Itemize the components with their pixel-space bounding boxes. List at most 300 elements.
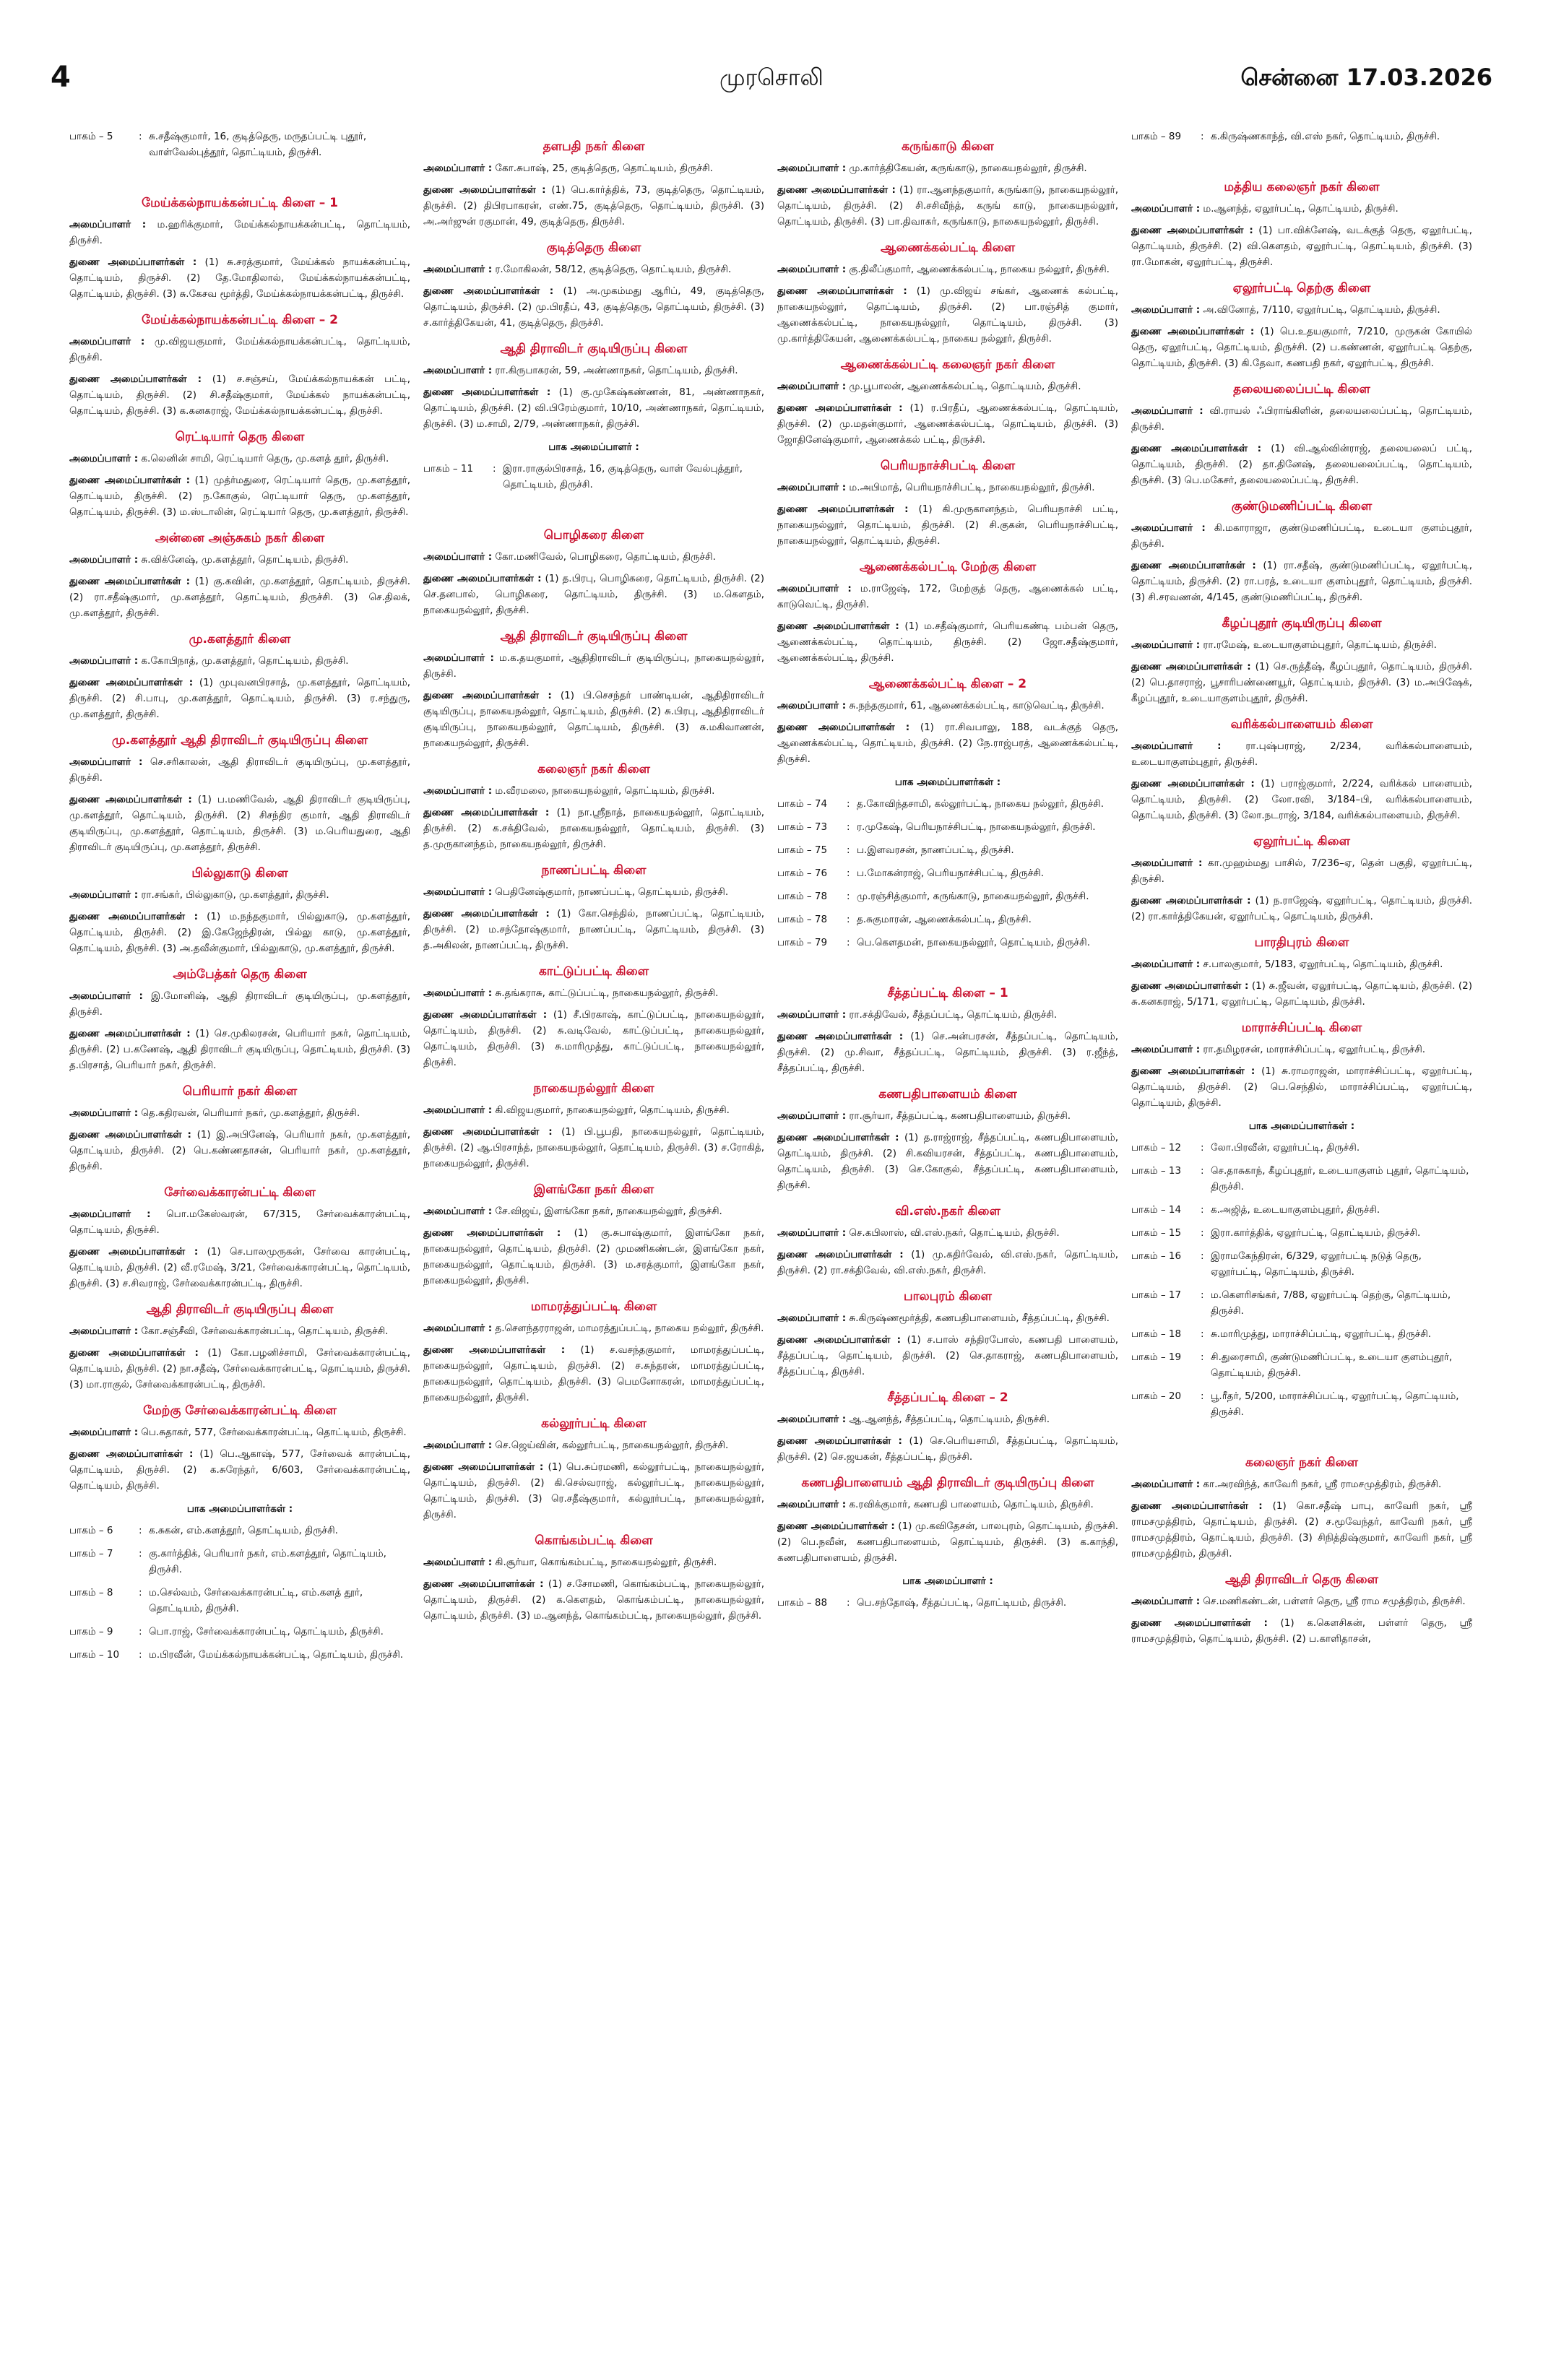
deputy-organizers-entry — [777, 1130, 1118, 1193]
deputy-organizers-entry — [69, 1244, 410, 1291]
ward-number: பாகம் – 18 — [1131, 1328, 1182, 1340]
entry-text: தெ.கதிரவன், பெரியார் நகர், மு.களத்தூர், திருச்சி. — [141, 1107, 360, 1119]
organizer-entry — [777, 1108, 1118, 1124]
sub-heading: பாக அமைப்பாளர்கள் : — [1248, 1120, 1355, 1132]
entry-text: கு.திலீப்குமார், ஆணைக்கல்பட்டி, நாகைய நல்லூர், திருச்சி. — [849, 264, 1110, 275]
ward-colon: : — [139, 1626, 142, 1637]
entry-text: (1) இ.அபினேஷ், பெரியார் நகர், மு.களத்தூர், தொட்டியம், திருச்சி. (2) பெ.கண்ணதாசன், பெரியார் நகர், மு.களத்தூர், திருச்சி. — [69, 1129, 410, 1172]
deputy-organizers-entry — [423, 384, 764, 432]
deputy-organizers-entry — [69, 909, 410, 956]
organizer-entry — [69, 334, 410, 365]
deputy-organizers-entry — [69, 254, 410, 302]
entry-label: துணை அமைப்பாளர்கள் : — [69, 256, 197, 268]
entry-label: அமைப்பாளர் : — [69, 1325, 139, 1337]
entry-label: அமைப்பாளர் : — [69, 1107, 139, 1119]
ward-organizer: ம.கெளரிசங்கர், 7/88, ஏலூர்பட்டி தெற்கு, தொட்டியம், திருச்சி. — [1211, 1289, 1451, 1317]
entry-label: துணை அமைப்பாளர்கள் : — [423, 807, 550, 818]
branch-heading: ஆதி திராவிடர் தெரு கிளை — [1225, 1572, 1378, 1587]
ward-number: பாகம் – 6 — [69, 1525, 113, 1536]
entry-label: துணை அமைப்பாளர்கள் : — [1131, 661, 1251, 672]
ward-organizer: க.சுகன், எம்.களத்தூர், தொட்டியம், திருச்சி. — [149, 1525, 338, 1536]
ward-entry — [69, 129, 410, 160]
ward-entry — [1131, 1326, 1472, 1342]
entry-label: அமைப்பாளர் : — [1131, 740, 1222, 752]
page-number: 4 — [51, 61, 71, 94]
organizer-entry — [423, 1437, 764, 1453]
ward-entry — [69, 1624, 410, 1640]
spacer — [69, 168, 410, 185]
branch-heading: மாராச்சிப்பட்டி கிளை — [1241, 1021, 1362, 1035]
deputy-organizers-entry — [777, 1433, 1118, 1465]
entry-text: (1) மு.கதிர்வேல், வி.எஸ்.நகர், தொட்டியம், திருச்சி. (2) ரா.சக்திவேல், வி.எஸ்.நகர், திருச்சி. — [777, 1249, 1118, 1276]
ward-colon: : — [847, 891, 850, 902]
organizer-entry — [69, 451, 410, 467]
branch-heading: பாலபுரம் கிளை — [903, 1289, 993, 1304]
deputy-organizers-entry — [423, 182, 764, 230]
ward-organizer: ப.இளவரசன், நாணப்பட்டி, திருச்சி. — [857, 844, 1014, 856]
ward-number: பாகம் – 16 — [1131, 1250, 1182, 1262]
organizer-entry — [423, 985, 764, 1001]
branch-heading: கலைஞர் நகர் கிளை — [1245, 1455, 1359, 1470]
branch-heading: ஆணைக்கல்பட்டி கிளை – 2 — [868, 677, 1027, 691]
sub-heading: பாக அமைப்பாளர் : — [902, 1575, 993, 1587]
organizer-entry — [1131, 738, 1472, 770]
entry-text: (1) ச.சஞ்சய், மேய்க்கல்நாயக்கன் பட்டி, தொட்டியம், திருச்சி. (2) சி.சதீஷ்குமார், மேய்க்கல் நாயக்கன்பட்டி, தொட்டியம், திருச்சி. (3) க.கனகராஜ், மேய்க்கல்நாயக்கன்பட்டி, திருச்சி. — [69, 373, 410, 417]
entry-text: ரா.தமிழரசன், மாராச்சிப்பட்டி, ஏலூர்பட்டி, திருச்சி. — [1203, 1044, 1426, 1055]
entry-label: அமைப்பாளர் : — [777, 583, 852, 594]
entry-label: துணை அமைப்பாளர்கள் : — [777, 1520, 895, 1532]
ward-entry — [777, 935, 1118, 951]
branch-heading: பெரியார் நகர் கிளை — [182, 1084, 298, 1099]
entry-label: துணை அமைப்பாளர்கள் : — [423, 1344, 566, 1356]
entry-text: மு.பூபாலன், ஆணைக்கல்பட்டி, தொட்டியம், திருச்சி. — [849, 381, 1081, 392]
ward-entry — [1131, 1287, 1472, 1319]
entry-label: துணை அமைப்பாளர்கள் : — [423, 285, 554, 297]
organizer-entry — [69, 653, 410, 669]
entry-text: ம.வீரமலை, நாகையநல்லூர், தொட்டியம், திருச்சி. — [495, 785, 715, 797]
entry-label: அமைப்பாளர் : — [69, 554, 139, 566]
entry-label: துணை அமைப்பாளர்கள் : — [69, 373, 202, 385]
entry-label: துணை அமைப்பாளர்கள் : — [423, 386, 551, 398]
ward-organizer: மு.ரஞ்சித்குமார், கருங்காடு, நாகையநல்லூர், திருச்சி. — [857, 891, 1089, 902]
branch-heading: வரிக்கல்பாளையம் கிளை — [1230, 717, 1373, 732]
organizer-entry — [777, 1007, 1118, 1023]
entry-text: (1) ச.வசந்தகுமார், மாமரத்துப்பட்டி, நாகையநல்லூர், தொட்டியம், திருச்சி. (2) ச.சுந்தரன், மாமரத்துப்பட்டி, நாகையநல்லூர், தொட்டியம், திருச்சி. (3) பெமனோகரன், மாமரத்துப்பட்டி, நாகையநல்லூர், திருச்சி. — [423, 1344, 764, 1403]
entry-label: துணை அமைப்பாளர்கள் : — [777, 1132, 899, 1143]
organizer-entry — [1131, 520, 1472, 552]
entry-label: துணை அமைப்பாளர்கள் : — [69, 576, 191, 587]
entry-label: துணை அமைப்பாளர்கள் : — [1131, 326, 1255, 337]
entry-text: செ.கபிலாஸ், வி.எஸ்.நகர், தொட்டியம், திருச்சி. — [849, 1227, 1060, 1239]
entry-label: அமைப்பாளர் : — [777, 1227, 847, 1239]
entry-label: அமைப்பாளர் : — [777, 1312, 847, 1324]
branch-heading: வி.எஸ்.நகர் கிளை — [895, 1204, 1000, 1219]
deputy-organizers-entry — [777, 1029, 1118, 1076]
ward-organizer: பெ.சந்தோஷ், சீத்தப்பட்டி, தொட்டியம், திருச்சி. — [857, 1597, 1067, 1609]
entry-label: அமைப்பாளர் : — [423, 1206, 493, 1217]
entry-label: அமைப்பாளர் : — [777, 381, 847, 392]
entry-text: (1) பெ.உதயகுமார், 7/210, முருகன் கோயில் தெரு, ஏலூர்பட்டி, தொட்டியம், திருச்சி. (2) ப.கண்ணன், ஏலூர்பட்டி தெற்கு, தொட்டியம், திருச்சி. (3) கி.தேவா, கணபதி நகர், ஏலூர்பட்டி, திருச்சி. — [1131, 326, 1472, 369]
ward-number: பாகம் – 17 — [1131, 1289, 1182, 1301]
organizer-entry — [777, 1411, 1118, 1427]
entry-label: அமைப்பாளர் : — [1131, 1479, 1201, 1490]
ward-colon: : — [1201, 1142, 1204, 1154]
deputy-organizers-entry — [1131, 776, 1472, 823]
organizer-entry — [1131, 201, 1472, 217]
entry-text: (1) அ.முகம்மது ஆரிப், 49, குடித்தெரு, தொட்டியம், திருச்சி. (2) மு.பிரதீப், 43, குடித்தெரு, தொட்டியம், திருச்சி. (3) ச.கார்த்திகேயன், 41, குடித்தெரு, திருச்சி. — [423, 285, 764, 329]
branch-heading: இளங்கோ நகர் கிளை — [533, 1182, 654, 1197]
ward-organizer: இரா.கார்த்திக், ஏலூர்பட்டி, தொட்டியம், திருச்சி. — [1211, 1227, 1421, 1239]
entry-text: ம.ஆனந்த், ஏலூர்பட்டி, தொட்டியம், திருச்சி. — [1203, 203, 1399, 215]
organizer-entry — [777, 160, 1118, 176]
deputy-organizers-entry — [423, 571, 764, 618]
entry-label: துணை அமைப்பாளர்கள் : — [1131, 443, 1262, 454]
branch-heading: ஆதி திராவிடர் குடியிருப்பு கிளை — [146, 1302, 334, 1317]
entry-text: (1) ச.பாஸ் சந்திரபோஸ், கணபதி பாளையம், சீத்தப்பட்டி, தொட்டியம், திருச்சி. (2) செ.தாகராஜ், கணபதிபாளையம், சீத்தப்பட்டி, திருச்சி. — [777, 1334, 1118, 1377]
entry-text: (1) மு.விஜய் சங்கர், ஆணைக் கல்பட்டி, நாகையநல்லூர், தொட்டியம், திருச்சி. (2) பா.ரஞ்சித் குமார், ஆணைக்கல்பட்டி, நாகையநல்லூர், தொட்டியம், திருச்சி. (3) மு.கார்த்திகேயன், ஆணைக்கல்பட்டி, நாகைய நல்லூர், திருச்சி. — [777, 285, 1118, 345]
branch-heading: மு.களத்தூர் கிளை — [189, 632, 291, 646]
ward-organizer: லோ.பிரவீன், ஏலூர்பட்டி, திருச்சி. — [1211, 1142, 1360, 1154]
deputy-organizers-entry — [1131, 978, 1472, 1010]
deputy-organizers-entry — [69, 574, 410, 621]
organizer-entry — [69, 1323, 410, 1339]
entry-text: கி.மகாராஜா, குண்டுமணிப்பட்டி, உடையா குளம்புதூர், திருச்சி. — [1131, 522, 1472, 550]
branch-heading: மேற்கு சேர்வைக்காரன்பட்டி கிளை — [143, 1403, 337, 1418]
entry-label: அமைப்பாளர் : — [423, 551, 493, 563]
entry-text: (1) சு.ஜீவன், ஏலூர்பட்டி, தொட்டியம், திருச்சி. (2) சு.கனகராஜ், 5/171, ஏலூர்பட்டி, தொட்டியம், திருச்சி. — [1131, 980, 1472, 1008]
sub-heading: பாக அமைப்பாளர்கள் : — [894, 776, 1001, 788]
ward-organizer: பொ.ராஜ், சேர்வைக்காரன்பட்டி, தொட்டியம், திருச்சி. — [149, 1626, 384, 1637]
branch-heading: ரெட்டியார் தெரு கிளை — [175, 430, 305, 444]
entry-text: ம.அபிமாத், பெரியநாச்சிபட்டி, நாகையநல்லூர், திருச்சி. — [849, 482, 1095, 493]
deputy-organizers-entry — [1131, 1615, 1472, 1647]
branch-heading: பொழிகரை கிளை — [543, 528, 644, 542]
entry-text: பெதினேஷ்குமார், நாணப்பட்டி, தொட்டியம், திருச்சி. — [495, 886, 729, 898]
ward-colon: : — [847, 1597, 850, 1609]
entry-label: துணை அமைப்பாளர்கள் : — [69, 1028, 191, 1039]
deputy-organizers-entry — [777, 1332, 1118, 1380]
branch-heading: கல்லூர்பட்டி கிளை — [541, 1416, 647, 1431]
organizer-entry — [777, 581, 1118, 613]
entry-text: (1) ரா.சதீஷ், குண்டுமணிப்பட்டி, ஏலூர்பட்டி, தொட்டியம், திருச்சி. (2) ரா.பரத், உடையா குளம்புதூர், தொட்டியம், திருச்சி. (3) சி.சரவணன், 4/145, குண்டுமணிப்பட்டி, திருச்சி. — [1131, 560, 1472, 603]
entry-label: துணை அமைப்பாளர்கள் : — [1131, 560, 1256, 571]
ward-number: பாகம் – 74 — [777, 798, 828, 810]
ward-colon: : — [1201, 1289, 1204, 1301]
ward-colon: : — [139, 1525, 142, 1536]
organizer-entry — [1131, 302, 1472, 318]
ward-colon: : — [1201, 1328, 1204, 1340]
ward-number: பாகம் – 15 — [1131, 1227, 1182, 1239]
ward-colon: : — [1201, 1165, 1204, 1177]
deputy-organizers-entry — [69, 1026, 410, 1073]
branch-heading: கருங்காடு கிளை — [902, 139, 994, 154]
entry-text: (1) செ.முகிலரசன், பெரியார் நகர், தொட்டியம், திருச்சி. (2) ப.கணேஷ், ஆதி திராவிடர் குடியிருப்பு, தொட்டியம், திருச்சி. (3) த.பிரசாத், பெரியார் நகர், திருச்சி. — [69, 1028, 410, 1071]
organizer-entry — [777, 261, 1118, 277]
entry-text: வி.ராயல் ஃபிராங்கிளின், தலையலைப்பட்டி, தொட்டியம், திருச்சி. — [1131, 405, 1472, 433]
entry-label: அமைப்பாளர் : — [1131, 203, 1201, 215]
ward-organizer: கு.கார்த்திக், பெரியார் நகர், எம்.களத்தூர், தொட்டியம், திருச்சி. — [149, 1548, 386, 1575]
entry-label: அமைப்பாளர் : — [423, 987, 493, 999]
entry-text: ம.ராஜேஷ், 172, மேற்குத் தெரு, ஆணைக்கல் பட்டி, காடுவெட்டி, திருச்சி. — [777, 583, 1118, 610]
branch-heading: கலைஞர் நகர் கிளை — [537, 762, 651, 776]
entry-label: அமைப்பாளர் : — [69, 756, 143, 768]
branch-heading: ஆதி திராவிடர் குடியிருப்பு கிளை — [500, 629, 688, 644]
entry-label: துணை அமைப்பாளர்கள் : — [1131, 1617, 1268, 1629]
ward-organizer: ம.பிரவீன், மேய்க்கல்நாயக்கன்பட்டி, தொட்டியம், திருச்சி. — [149, 1649, 404, 1661]
organizer-entry — [423, 1203, 764, 1219]
deputy-organizers-entry — [423, 283, 764, 331]
organizer-entry — [777, 1225, 1118, 1241]
ward-entry — [777, 912, 1118, 927]
ward-organizer: பெ.கௌதமன், நாகையநல்லூர், தொட்டியம், திருச்சி. — [857, 937, 1090, 948]
entry-label: அமைப்பாளர் : — [1131, 522, 1206, 534]
sub-heading: பாக அமைப்பாளர் : — [548, 441, 639, 453]
branch-heading: சேர்வைக்காரன்பட்டி கிளை — [164, 1185, 316, 1200]
entry-label: துணை அமைப்பாளர்கள் : — [69, 911, 198, 922]
organizer-entry — [69, 988, 410, 1020]
branch-heading: கொங்கம்பட்டி கிளை — [535, 1533, 653, 1548]
branch-heading: ஆணைக்கல்பட்டி மேற்கு கிளை — [859, 560, 1037, 574]
deputy-organizers-entry — [423, 1576, 764, 1624]
organizer-entry — [1131, 1042, 1472, 1057]
branch-heading: காட்டுப்பட்டி கிளை — [538, 964, 649, 979]
entry-label: துணை அமைப்பாளர்கள் : — [423, 908, 550, 919]
entry-text: (1) கு.சுபாஷ்குமார், இளங்கோ நகர், நாகையநல்லூர், தொட்டியம், திருச்சி. (2) முமணிகண்டன், இளங்கோ நகர், நாகையநல்லூர், தொட்டியம், திருச்சி. (3) ம.சரத்குமார், இளங்கோ நகர், நாகையநல்லூர், திருச்சி. — [423, 1227, 764, 1286]
branch-heading: மேய்க்கல்நாயக்கன்பட்டி கிளை – 1 — [142, 196, 338, 210]
entry-text: ரா.கிருபாகரன், 59, அண்ணாநகர், தொட்டியம், திருச்சி. — [495, 365, 738, 376]
ward-number: பாகம் – 8 — [69, 1587, 113, 1598]
entry-text: (1) சு.ராமராஜன், மாராச்சிப்பட்டி, ஏலூர்பட்டி, தொட்டியம், திருச்சி. (2) பெ.செந்தில், மாராச்சிப்பட்டி, ஏலூர்பட்டி, தொட்டியம், திருச்சி. — [1131, 1065, 1472, 1109]
organizer-entry — [69, 754, 410, 786]
entry-label: அமைப்பாளர் : — [69, 889, 139, 901]
ward-number: பாகம் – 75 — [777, 844, 828, 856]
ward-number: பாகம் – 88 — [777, 1597, 828, 1609]
entry-text: சு.கிருஷ்ணமூர்த்தி, கணபதிபாளையம், சீத்தப்பட்டி, திருச்சி. — [849, 1312, 1110, 1324]
organizer-entry — [1131, 637, 1472, 653]
ward-entry — [1131, 1140, 1472, 1156]
entry-text: பொ.மகேஸ்வரன், 67/315, சேர்வைக்காரன்பட்டி, தொட்டியம், திருச்சி. — [69, 1208, 410, 1236]
ward-colon: : — [493, 463, 496, 475]
entry-label: துணை அமைப்பாளர்கள் : — [423, 1009, 548, 1021]
entry-text: ம.ஹரிக்குமார், மேய்க்கல்நாயக்கன்பட்டி, தொட்டியம், திருச்சி. — [69, 219, 410, 246]
organizer-entry — [69, 1206, 410, 1238]
entry-label: துணை அமைப்பாளர்கள் : — [69, 1246, 199, 1258]
ward-colon: : — [1201, 1227, 1204, 1239]
branch-heading: கணபதிபாளையம் கிளை — [878, 1087, 1017, 1102]
entry-label: துணை அமைப்பாளர்கள் : — [423, 184, 546, 196]
entry-label: அமைப்பாளர் : — [69, 453, 139, 464]
entry-text: (1) முபுவனபிரசாத், மு.களத்தூர், தொட்டியம், திருச்சி. (2) சி.பாபு, மு.களத்தூர், தொட்டியம், திருச்சி. (3) ர.சந்துரு, மு.களத்தூர், திருச்சி. — [69, 677, 410, 720]
deputy-organizers-entry — [69, 1446, 410, 1494]
entry-label: அமைப்பாளர் : — [1131, 959, 1201, 970]
spacer — [777, 958, 1118, 975]
branch-heading: அன்னை அஞ்சுகம் நகர் கிளை — [155, 531, 325, 545]
ward-number: பாகம் – 5 — [69, 131, 113, 142]
entry-label: அமைப்பாளர் : — [1131, 304, 1201, 316]
organizer-entry — [777, 698, 1118, 714]
entry-text: கா.அரவிந்த், காவேரி நகர், ஸ்ரீ ராமசமுத்திரம், திருச்சி. — [1203, 1479, 1442, 1490]
entry-text: (1) பி.செசந்தர் பாண்டியன், ஆதிதிராவிடர் குடியிருப்பு, நாகையநல்லூர், தொட்டியம், திருச்சி. (2) சு.பிரபு, ஆதிதிராவிடர் குடியிருப்பு, நாகையநல்லூர், தொட்டியம், திருச்சி. (3) சு.மகிவாணன், நாகையநல்லூர், திருச்சி. — [423, 690, 764, 749]
entry-text: ரா.ரமேஷ், உடையாகுளம்புதூர், தொட்டியம், திருச்சி. — [1203, 639, 1437, 651]
entry-label: அமைப்பாளர் : — [777, 1414, 847, 1425]
entry-label: துணை அமைப்பாளர்கள் : — [777, 285, 907, 297]
entry-label: அமைப்பாளர் : — [777, 163, 847, 174]
entry-text: (1) பெ.சுப்ரமணி, கல்லூர்பட்டி, நாகையநல்லூர், தொட்டியம், திருச்சி. (2) கி.செல்வராஜ், கல்லூர்பட்டி, நாகையநல்லூர், தொட்டியம், திருச்சி. (3) ரெ.சதீஷ்குமார், கல்லூர்பட்டி, நாகையநல்லூர், திருச்சி. — [423, 1461, 764, 1520]
deputy-organizers-entry — [423, 805, 764, 852]
entry-label: அமைப்பாளர் : — [423, 163, 493, 174]
entry-text: (1) ம.நந்தகுமார், பில்லுகாடு, மு.களத்தூர், தொட்டியம், திருச்சி. (2) இ.கேஜேந்திரன், பில்லு காடு, மு.களத்தூர், தொட்டியம், திருச்சி. (3) அ.தவீன்குமார், பில்லுகாடு, மு.களத்தூர், திருச்சி. — [69, 911, 410, 954]
deputy-organizers-entry — [69, 472, 410, 520]
branch-heading: பில்லுகாடு கிளை — [191, 866, 288, 880]
ward-colon: : — [847, 937, 850, 948]
entry-text: ஆ.ஆனந்த், சீத்தப்பட்டி, தொட்டியம், திருச்சி. — [849, 1414, 1050, 1425]
column-4 — [1131, 129, 1472, 2360]
deputy-organizers-entry — [1131, 558, 1472, 605]
branch-heading: நாணப்பட்டி கிளை — [541, 863, 647, 878]
deputy-organizers-entry — [423, 1007, 764, 1070]
ward-organizer: க.கிருஷ்ணகாந்த், வி.எஸ் நகர், தொட்டியம், திருச்சி. — [1211, 131, 1440, 142]
entry-label: துணை அமைப்பாளர்கள் : — [69, 1129, 191, 1141]
ward-organizer: சு.சதீஷ்குமார், 16, குடித்தெரு, மருதப்பட்டி புதூர், வாள்வேல்புத்தூர், தொட்டியம், திருச்சி. — [149, 131, 367, 158]
branch-heading: ஏலூர்பட்டி கிளை — [1253, 834, 1350, 849]
ward-organizer: இரா.ராகுல்பிரசாத், 16, குடித்தெரு, வாள் வேல்புத்தூர், தொட்டியம், திருச்சி. — [503, 463, 743, 490]
organizer-entry — [69, 887, 410, 903]
ward-entry — [1131, 1202, 1472, 1218]
newspaper-title: முரசொலி — [719, 64, 824, 91]
entry-text: கோ.சுபாஷ், 25, குடித்தெரு, தொட்டியம், திருச்சி. — [495, 163, 713, 174]
entry-text: (1) சீ.பிரகாஷ், காட்டுப்பட்டி, நாகையநல்லூர், தொட்டியம், திருச்சி. (2) சு.வடிவேல், காட்டுப்பட்டி, நாகையநல்லூர், தொட்டியம், திருச்சி. (3) சு.மாரிமுத்து, காட்டுப்பட்டி, நாகையநல்லூர், திருச்சி. — [423, 1009, 764, 1068]
organizer-entry — [423, 1554, 764, 1570]
ward-colon: : — [847, 844, 850, 856]
entry-text: (1) ச.சோமணி, கொங்கம்பட்டி, நாகையநல்லூர், தொட்டியம், திருச்சி. (2) க.கௌதம், கொங்கம்பட்டி, நாகையநல்லூர், தொட்டியம், திருச்சி. (3) ம.ஆனந்த், கொங்கம்பட்டி, நாகையநல்லூர், திருச்சி. — [423, 1578, 764, 1622]
organizer-entry — [1131, 1593, 1472, 1609]
branch-heading: குண்டுமணிப்பட்டி கிளை — [1231, 499, 1373, 514]
ward-colon: : — [847, 914, 850, 925]
entry-text: மு.கார்த்திகேயன், கருங்காடு, நாகையநல்லூர், திருச்சி. — [849, 163, 1087, 174]
ward-entry — [777, 819, 1118, 835]
ward-entry — [69, 1546, 410, 1578]
ward-organizer: பூ.ரீதர், 5/200, மாராச்சிப்பட்டி, ஏலூர்பட்டி, தொட்டியம், திருச்சி. — [1211, 1390, 1459, 1418]
entry-text: (1) முத்ர்மதுரை, ரெட்டியார் தெரு, மு.களத்தூர், தொட்டியம், திருச்சி. (2) ந.கோகுல், ரெட்டியார் தெரு, மு.களத்தூர், தொட்டியம், திருச்சி. (3) ம.ஸ்டாலின், ரெட்டியார் தெரு, மு.களத்தூர், திருச்சி. — [69, 475, 410, 518]
ward-number: பாகம் – 20 — [1131, 1390, 1182, 1402]
branch-heading: ஆணைக்கல்பட்டி கலைஞர் நகர் கிளை — [840, 358, 1055, 372]
deputy-organizers-entry — [69, 1127, 410, 1174]
ward-entry — [69, 1647, 410, 1663]
entry-label: துணை அமைப்பாளர்கள் : — [777, 402, 903, 414]
ward-entry — [777, 888, 1118, 904]
deputy-organizers-entry — [69, 371, 410, 419]
entry-text: (1) ம.சதீஷ்குமார், பெரியகண்டி பம்பன் தெரு, ஆணைக்கல்பட்டி, தொட்டியம், திருச்சி. (2) ஜோ.சதீஷ்குமார், ஆணைக்கல்பட்டி, திருச்சி. — [777, 620, 1118, 664]
organizer-entry — [69, 552, 410, 568]
ward-colon: : — [847, 867, 850, 879]
entry-label: அமைப்பாளர் : — [423, 264, 493, 275]
organizer-entry — [69, 1105, 410, 1121]
ward-organizer: த.கோவிந்தசாமி, கல்லூர்பட்டி, நாகைய நல்லூர், திருச்சி. — [857, 798, 1105, 810]
article-columns — [69, 129, 1474, 2360]
ward-organizer: க.அஜித், உடையாகுளம்புதூர், திருச்சி. — [1211, 1204, 1380, 1216]
entry-text: இ.மோனிஷ், ஆதி திராவிடர் குடியிருப்பு, மு.களத்தூர், திருச்சி. — [69, 990, 410, 1018]
ward-colon: : — [139, 1548, 142, 1559]
entry-label: அமைப்பாளர் : — [777, 1499, 847, 1510]
entry-text: (1) பெ.ஆகாஷ், 577, சேர்வைக் காரன்பட்டி, தொட்டியம், திருச்சி. (2) க.சுரேந்தர், 6/603, சேர்வைக்காரன்பட்டி, தொட்டியம், திருச்சி. — [69, 1448, 410, 1492]
entry-text: (1) கொ.சதீஷ் பாபு, காவேரி நகர், ஸ்ரீ ராமசமுத்திரம், தொட்டியம், திருச்சி. (2) ச.மூவேந்தர், காவேரி நகர், ஸ்ரீ ராமசமுத்திரம், தொட்டியம், திருச்சி. (3) சிநித்திஷ்குமார், காவேரி நகர், ஸ்ரீ ராமசமுத்திரம், திருச்சி. — [1131, 1500, 1472, 1559]
branch-heading: ஏலூர்பட்டி தெற்கு கிளை — [1232, 281, 1371, 295]
deputy-organizers-entry — [1131, 1063, 1472, 1111]
organizer-entry — [1131, 1476, 1472, 1492]
entry-text: சு.நந்தகுமார், 61, ஆணைக்கல்பட்டி, காடுவெட்டி, திருச்சி. — [849, 700, 1105, 711]
entry-label: அமைப்பாளர் : — [777, 700, 847, 711]
ward-number: பாகம் – 9 — [69, 1626, 113, 1637]
ward-entry — [1131, 1225, 1472, 1241]
entry-label: அமைப்பாளர் : — [423, 886, 493, 898]
deputy-organizers-entry — [777, 618, 1118, 666]
entry-text: ர.மோகிலன், 58/12, குடித்தெரு, தொட்டியம், திருச்சி. — [495, 264, 732, 275]
entry-text: மு.விஜயகுமார், மேய்க்கல்நாயக்கன்பட்டி, தொட்டியம், திருச்சி. — [69, 336, 410, 363]
edition-date: சென்னை 17.03.2026 — [1240, 64, 1492, 91]
entry-text: அ.வினோத், 7/110, ஏலூர்பட்டி, தொட்டியம், திருச்சி. — [1203, 304, 1440, 316]
entry-text: (1) க.கௌசிகன், பள்ளர் தெரு, ஸ்ரீ ராமசமுத்திரம், தொட்டியம், திருச்சி. (2) ப.காளிதாசன், — [1131, 1617, 1472, 1645]
ward-organizer: ர.முகேஷ், பெரியநாச்சிபட்டி, நாகையநல்லூர், திருச்சி. — [857, 821, 1096, 833]
entry-text: (1) ர.பிரதீப், ஆணைக்கல்பட்டி, தொட்டியம், திருச்சி. (2) மு.மதன்குமார், ஆணைக்கல்பட்டி, தொட்டியம், திருச்சி. (3) ஜோதினேஷ்குமார், ஆணைக்கல் பட்டி, திருச்சி. — [777, 402, 1118, 446]
entry-text: ரா.புஷ்பராஜ், 2/234, வரிக்கல்பாளையம், உடையாகுளம்புதூர், திருச்சி. — [1131, 740, 1472, 768]
sub-heading: பாக அமைப்பாளர்கள் : — [186, 1503, 293, 1515]
entry-label: அமைப்பாளர் : — [423, 1557, 493, 1568]
organizer-entry — [777, 1497, 1118, 1513]
entry-label: அமைப்பாளர் : — [423, 785, 493, 797]
organizer-entry — [69, 217, 410, 248]
entry-text: (1) த.ராஜ்ராஜ், சீத்தப்பட்டி, கணபதிபாளையம், தொட்டியம், திருச்சி. (2) சி.கவியரசன், சீத்தப்பட்டி, கணபதிபாளையம், தொட்டியம், திருச்சி. (3) செ.கோகுல், சீத்தப்பட்டி, கணபதிபாளையம், திருச்சி. — [777, 1132, 1118, 1191]
entry-label: அமைப்பாளர் : — [1131, 1044, 1201, 1055]
ward-colon: : — [1201, 1351, 1204, 1363]
deputy-organizers-entry — [423, 906, 764, 953]
entry-label: துணை அமைப்பாளர்கள் : — [777, 620, 899, 632]
entry-text: (1) நா.ஸ்ரீநாத், நாகையநல்லூர், தொட்டியம், திருச்சி. (2) க.சக்திவேல், நாகையநல்லூர், தொட்டியம், திருச்சி. (3) த.முருகானந்தம், நாகையநல்லூர், திருச்சி. — [423, 807, 764, 850]
entry-label: துணை அமைப்பாளர்கள் : — [777, 184, 896, 196]
deputy-organizers-entry — [777, 182, 1118, 230]
entry-text: கி.விஜயகுமார், நாகையநல்லூர், தொட்டியம், திருச்சி. — [495, 1104, 730, 1116]
entry-label: அமைப்பாளர் : — [69, 1427, 139, 1438]
entry-label: துணை அமைப்பாளர்கள் : — [1131, 980, 1249, 992]
entry-label: அமைப்பாளர் : — [777, 1009, 847, 1021]
deputy-organizers-entry — [69, 792, 410, 855]
entry-label: அமைப்பாளர் : — [1131, 405, 1203, 417]
entry-label: அமைப்பாளர் : — [423, 365, 493, 376]
entry-label: துணை அமைப்பாளர்கள் : — [1131, 1065, 1255, 1077]
branch-heading: மு.களத்தூர் ஆதி திராவிடர் குடியிருப்பு கிளை — [111, 733, 368, 748]
entry-text: (1) த.பிரபு, பொழிகரை, தொட்டியம், திருச்சி. (2) செ.தனபால், பொழிகரை, தொட்டியம், திருச்சி. (3) ம.கௌதம், நாகையநல்லூர், திருச்சி. — [423, 573, 764, 616]
deputy-organizers-entry — [1131, 441, 1472, 488]
organizer-entry — [423, 160, 764, 176]
spacer — [1131, 1427, 1472, 1445]
deputy-organizers-entry — [1131, 659, 1472, 706]
deputy-organizers-entry — [423, 1225, 764, 1289]
organizer-entry — [777, 480, 1118, 496]
entry-label: துணை அமைப்பாளர்கள் : — [69, 794, 192, 805]
ward-organizer: சு.மாரிமுத்து, மாராச்சிப்பட்டி, ஏலூர்பட்டி, திருச்சி. — [1211, 1328, 1432, 1340]
ward-colon: : — [847, 821, 850, 833]
entry-text: சே.விஜய், இளங்கோ நகர், நாகையநல்லூர், திருச்சி. — [495, 1206, 722, 1217]
entry-text: க.கோபிநாத், மு.களத்தூர், தொட்டியம், திருச்சி. — [141, 655, 349, 667]
ward-number: பாகம் – 79 — [777, 937, 828, 948]
entry-label: துணை அமைப்பாளர்கள் : — [423, 1126, 553, 1138]
branch-heading: அம்பேத்கர் தெரு கிளை — [173, 967, 307, 982]
entry-label: துணை அமைப்பாளர்கள் : — [423, 1461, 544, 1473]
ward-colon: : — [139, 131, 142, 142]
entry-text: செ.ஜெய்வின், கல்லூர்பட்டி, நாகையநல்லூர், திருச்சி. — [495, 1440, 729, 1451]
entry-label: துணை அமைப்பாளர்கள் : — [1131, 225, 1253, 236]
entry-label: துணை அமைப்பாளர்கள் : — [423, 573, 542, 584]
ward-entry — [1131, 129, 1472, 144]
